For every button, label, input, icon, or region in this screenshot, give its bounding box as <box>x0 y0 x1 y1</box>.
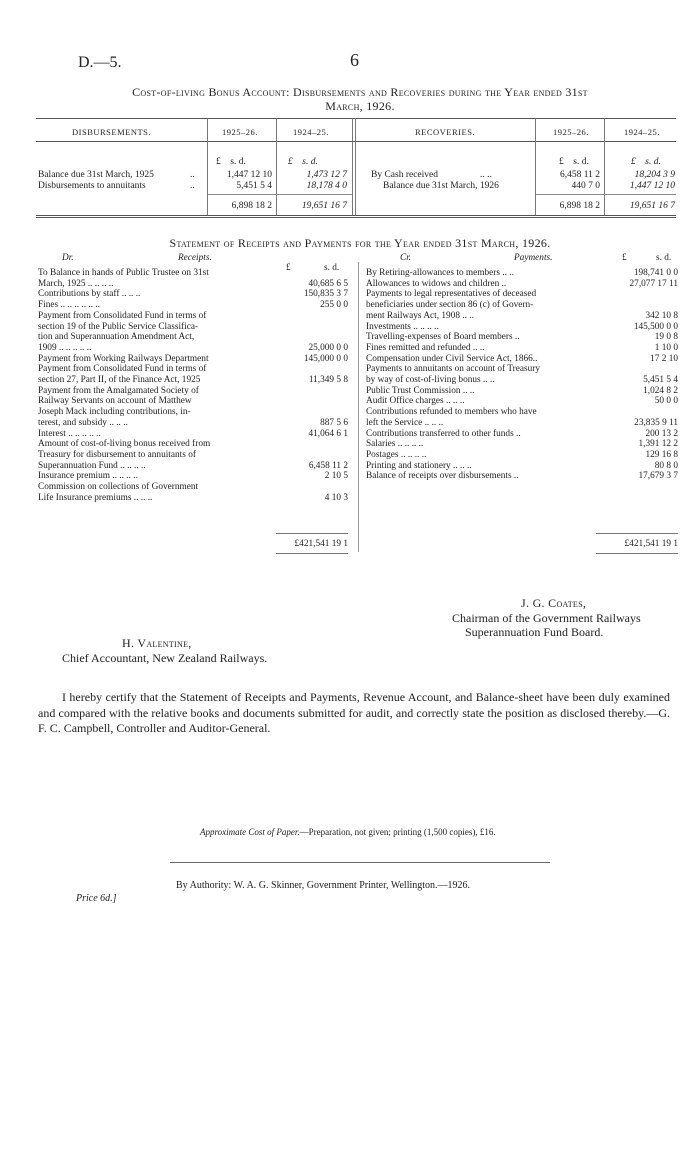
payment-line: by way of cost-of-living bonus .. .. <box>366 375 495 385</box>
receipt-line: Joseph Mack including contributions, in- <box>38 407 191 418</box>
authority-line: By Authority: W. A. G. Skinner, Government Printer, Wellington.—1926. <box>176 880 471 891</box>
payment-line: Contributions refunded to members who have <box>366 407 537 418</box>
table-top-rule <box>36 118 676 119</box>
payment-line: Salaries .. .. .. .. <box>366 439 424 450</box>
rec-row-amount: 440 7 0 <box>571 181 600 191</box>
receipts-label: Receipts. <box>178 253 212 263</box>
receipt-amount: 11,349 5 8 <box>308 375 348 385</box>
bonus-title-line-1: Cost-of-living Bonus Account: Disbursements and Recoveries during the Year ended 31st <box>132 85 588 99</box>
receipt-line: Insurance premium .. .. .. .. <box>38 471 138 482</box>
payment-total: £421,541 19 1 <box>624 539 678 549</box>
payment-line: beneficiaries under section 86 (c) of Govern- <box>366 300 534 311</box>
payment-line: Investments .. .. .. .. <box>366 321 439 332</box>
valentine-signature: H. Valentine, <box>122 636 192 650</box>
table-header-rule <box>36 141 676 142</box>
document-id: D.—5. <box>78 54 122 71</box>
receipt-line: Life Insurance premiums .. .. .. <box>38 492 153 503</box>
price-note: Price 6d.] <box>76 893 117 904</box>
leader-dots: .. <box>190 181 195 191</box>
payment-amount: 27,077 17 11 <box>629 278 678 289</box>
payment-line: Fines remitted and refunded .. .. <box>366 342 485 353</box>
unit-pound: £ s. d. <box>216 157 246 167</box>
receipt-line: section 19 of the Public Service Classifica- <box>38 321 199 332</box>
receipt-amount: 255 0 0 <box>320 300 348 311</box>
receipt-line: Commission on collections of Government <box>38 482 199 492</box>
receipt-total-rule <box>276 533 348 534</box>
leader-dots: .. .. <box>480 170 492 180</box>
disb-row-label: Disbursements to annuitants <box>38 181 146 191</box>
payment-line: By Retiring-allowances to members .. .. <box>366 268 514 278</box>
payment-amount: 129 16 8 <box>645 449 678 460</box>
receipt-line: Treasury for disbursement to annuitants of <box>38 449 196 460</box>
page-number: 6 <box>350 50 359 70</box>
rec-row-label: By Cash received <box>371 170 439 180</box>
payment-amount: 19 0 8 <box>654 332 678 343</box>
dr-label: Dr. <box>62 253 74 263</box>
disb-total: 19,651 16 7 <box>301 201 347 211</box>
receipt-amount: 40,685 6 5 <box>308 278 348 289</box>
year-1924-25-header: 1924–25. <box>293 127 329 137</box>
leader-dots: .. <box>190 170 195 180</box>
rec-total: 19,651 16 7 <box>629 201 675 211</box>
receipt-line: Railway Servants on account of Matthew <box>38 396 192 407</box>
coates-title-2: Superannuation Fund Board. <box>465 625 604 639</box>
rec-total: 6,898 18 2 <box>559 201 600 211</box>
unit-shilling-pence: s. d. <box>324 263 340 273</box>
payment-amount: 198,741 0 0 <box>633 268 678 278</box>
receipt-line: Contributions by staff .. .. .. <box>38 289 141 300</box>
receipt-line: 1909 .. .. .. .. .. <box>38 342 92 353</box>
coates-signature: J. G. Coates, <box>521 596 587 610</box>
payment-amount: 17,679 3 7 <box>638 471 678 482</box>
payment-total-underline <box>596 553 678 554</box>
receipt-line: Superannuation Fund .. .. .. .. <box>38 460 146 471</box>
payment-line: ment Railways Act, 1908 .. .. <box>366 310 474 321</box>
payment-line: Payments to annuitants on account of Treasury <box>366 364 541 375</box>
unit-pound: £ s. d. <box>631 157 661 167</box>
payment-amount: 50 0 0 <box>654 396 678 407</box>
payments-label: Payments. <box>514 253 553 263</box>
payment-amount: 23,835 9 11 <box>634 417 678 428</box>
disb-total: 6,898 18 2 <box>231 201 272 211</box>
footer-rule <box>170 862 550 863</box>
payment-line: Travelling-expenses of Board members .. <box>366 332 520 343</box>
recoveries-header: RECOVERIES. <box>415 127 476 137</box>
rec-row-amount: 1,447 12 10 <box>629 181 675 191</box>
receipt-amount: 150,835 3 7 <box>303 289 348 300</box>
disb-row-label: Balance due 31st March, 1925 <box>38 170 154 180</box>
payment-total-rule <box>596 533 678 534</box>
payment-line: Balance of receipts over disbursements .. <box>366 471 519 482</box>
unit-pound: £ <box>622 253 627 263</box>
receipt-amount: 887 5 6 <box>320 417 348 428</box>
receipt-line: tion and Superannuation Amendment Act, <box>38 332 195 343</box>
payment-line: Allowances to widows and children .. <box>366 278 507 289</box>
receipt-line: To Balance in hands of Public Trustee on 31st <box>38 268 209 278</box>
receipt-total: £421,541 19 1 <box>294 539 348 549</box>
payment-amount: 1 10 0 <box>654 342 678 353</box>
subtotal-rule <box>208 194 352 195</box>
unit-pound: £ <box>286 263 291 273</box>
payment-amount: 80 8 0 <box>654 460 678 471</box>
payment-amount: 5,451 5 4 <box>643 375 678 385</box>
payment-amount: 1,391 12 2 <box>638 439 678 450</box>
rec-row-amount: 6,458 11 2 <box>559 170 600 180</box>
statement-divider <box>358 262 359 552</box>
payment-amount: 1,024 8 2 <box>643 385 678 396</box>
paper-cost-label: Approximate Cost of Paper. <box>200 827 300 837</box>
rec-row-amount: 18,204 3 9 <box>634 170 675 180</box>
unit-pound: £ s. d. <box>288 157 318 167</box>
rec-row-label: Balance due 31st March, 1926 <box>383 181 499 191</box>
col-divider <box>355 118 356 215</box>
receipt-line: Interest .. .. .. .. .. <box>38 428 101 439</box>
payment-line: Printing and stationery .. .. .. <box>366 460 472 471</box>
bonus-account-title <box>60 85 660 113</box>
receipt-amount: 41,064 6 1 <box>308 428 348 439</box>
receipt-line: Payment from Consolidated Fund in terms of <box>38 310 207 321</box>
cr-label: Cr. <box>400 253 412 263</box>
receipt-line: Payment from Consolidated Fund in terms of <box>38 364 207 375</box>
payment-amount: 342 10 8 <box>645 310 678 321</box>
payment-line: Compensation under Civil Service Act, 1866.. <box>366 353 538 364</box>
payment-line: left the Service .. .. .. <box>366 417 444 428</box>
year-1925-26-header-right: 1925–26. <box>553 127 589 137</box>
receipt-amount: 145,000 0 0 <box>303 353 348 364</box>
disb-row-amount: 1,447 12 10 <box>226 170 272 180</box>
payment-line: Payments to legal representatives of deceased <box>366 289 537 300</box>
disbursements-header: DISBURSEMENTS. <box>72 127 152 137</box>
year-1924-25-header-right: 1924–25. <box>624 127 660 137</box>
receipt-line: Payment from the Amalgamated Society of <box>38 385 199 396</box>
table-bottom-rule-double <box>36 217 676 218</box>
disb-row-amount: 1,473 12 7 <box>306 170 347 180</box>
valentine-title: Chief Accountant, New Zealand Railways. <box>62 651 268 665</box>
audit-certificate: I hereby certify that the Statement of Receipts and Payments, Revenue Account, and Balance-sheet have been duly examined and compared with the relative books and documents submitted for audit, and correctly state the position as disclosed thereby.—G. F. C. Campbell, Controller and Auditor-General. <box>38 690 670 735</box>
payment-amount: 200 13 2 <box>645 428 678 439</box>
col-divider <box>352 118 353 215</box>
receipt-line: Amount of cost-of-living bonus received from <box>38 439 211 450</box>
receipt-line: Fines .. .. .. .. .. .. <box>38 300 100 311</box>
receipt-amount: 2 10 5 <box>324 471 348 482</box>
payment-amount: 17 2 10 <box>650 353 678 364</box>
receipt-line: March, 1925 .. .. .. .. <box>38 278 114 289</box>
receipt-amount: 25,000 0 0 <box>308 342 348 353</box>
receipt-line: section 27, Part II, of the Finance Act, 1925 <box>38 375 201 385</box>
payment-line: Contributions transferred to other funds .. <box>366 428 521 439</box>
unit-pound: £ s. d. <box>559 157 589 167</box>
payment-line: Postages .. .. .. .. <box>366 449 427 460</box>
payment-amount: 145,500 0 0 <box>633 321 678 332</box>
statement-title: Statement of Receipts and Payments for the Year ended 31st March, 1926. <box>169 236 551 250</box>
subtotal-rule <box>536 194 676 195</box>
unit-shilling-pence: s. d. <box>656 253 672 263</box>
receipt-amount: 4 10 3 <box>324 492 348 503</box>
coates-title-1: Chairman of the Government Railways <box>452 611 641 625</box>
bonus-title-line-2: March, 1926. <box>325 99 395 113</box>
receipt-total-underline <box>276 553 348 554</box>
year-1925-26-header: 1925–26. <box>222 127 258 137</box>
receipt-line: Payment from Working Railways Department <box>38 353 209 364</box>
payment-line: Public Trust Commission .. .. <box>366 385 475 396</box>
paper-cost-note <box>200 827 496 837</box>
table-bottom-rule <box>36 215 676 216</box>
receipt-line: terest, and subsidy .. .. .. <box>38 417 128 428</box>
disb-row-amount: 5,451 5 4 <box>236 181 272 191</box>
paper-cost-text: —Preparation, not given; printing (1,500 copies), £16. <box>299 827 496 837</box>
payment-line: Audit Office charges .. .. .. <box>366 396 465 407</box>
receipt-amount: 6,458 11 2 <box>308 460 348 471</box>
disb-row-amount: 18,178 4 0 <box>306 181 347 191</box>
